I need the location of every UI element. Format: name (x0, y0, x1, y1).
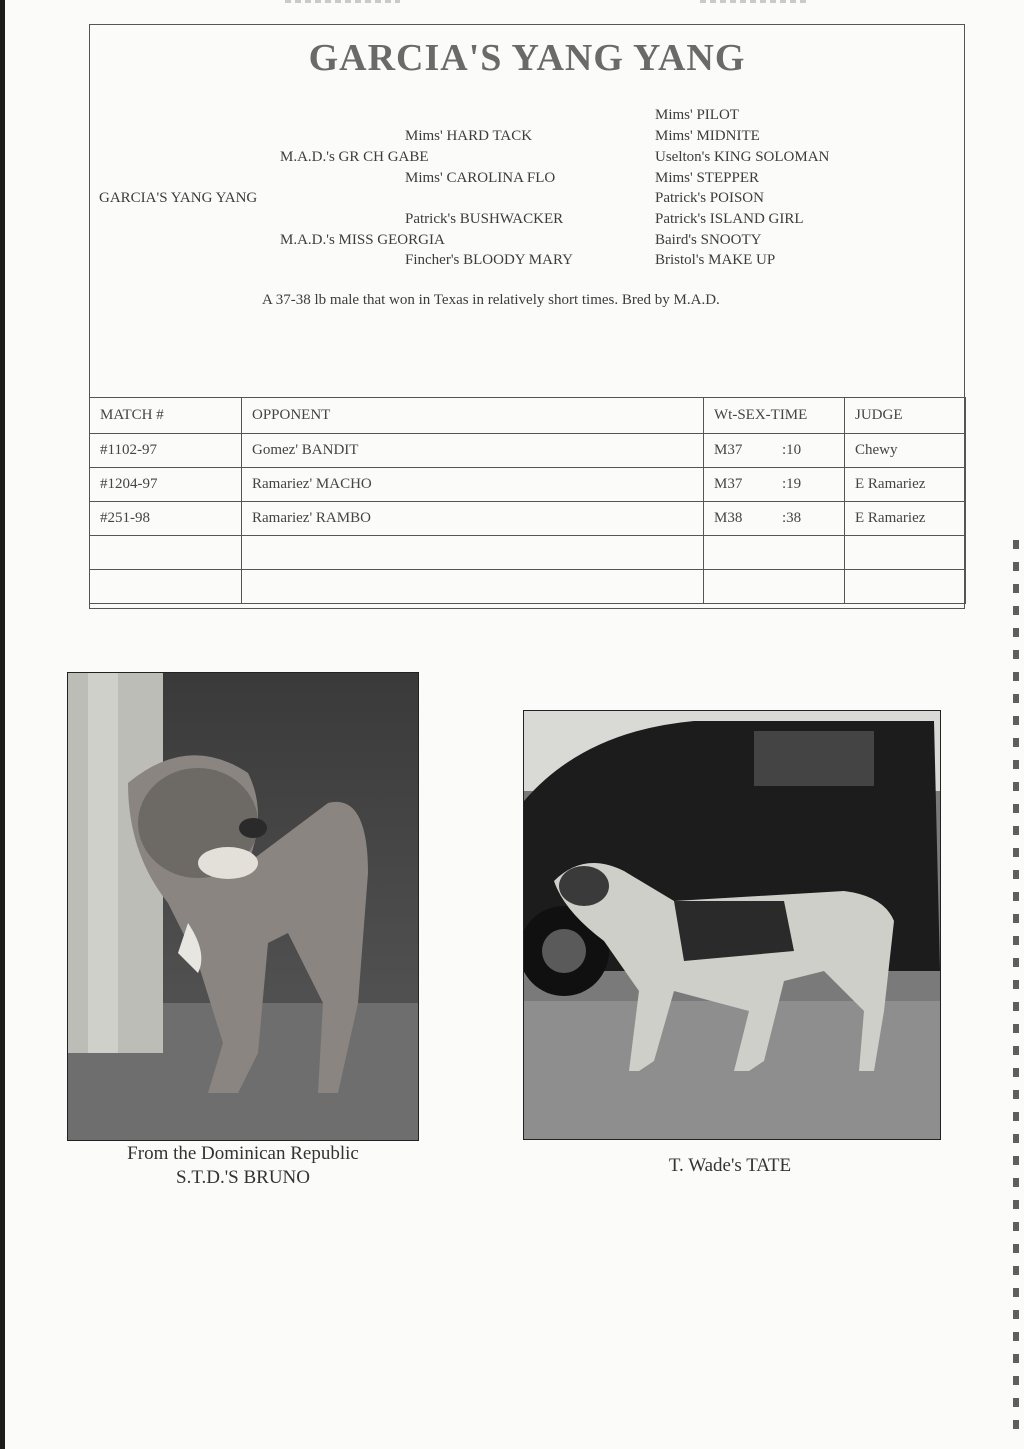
photo-tate (523, 710, 941, 1140)
opponent: Ramariez' RAMBO (242, 502, 704, 536)
great-grandparent: Bristol's MAKE UP (655, 252, 776, 268)
wt-sex-time (704, 502, 845, 536)
header-match: MATCH # (90, 398, 242, 434)
description: A 37-38 lb male that won in Texas in relatively short times. Bred by M.A.D. (262, 292, 720, 308)
photo-bruno (67, 672, 419, 1141)
great-grandparent: Mims' STEPPER (655, 170, 759, 186)
great-grandparent: Mims' PILOT (655, 107, 739, 123)
caption-tate: T. Wade's TATE (668, 1155, 792, 1176)
header-judge: JUDGE (845, 398, 966, 434)
caption-line: From the Dominican Republic (127, 1143, 359, 1164)
scan-artifact (700, 0, 810, 3)
great-grandparent: Uselton's KING SOLOMAN (655, 149, 830, 165)
match-number: #1204-97 (90, 468, 242, 502)
judge: E Ramariez (845, 468, 966, 502)
great-grandparent: Patrick's ISLAND GIRL (655, 211, 804, 227)
header-opponent: OPPONENT (242, 398, 704, 434)
opponent: Gomez' BANDIT (242, 434, 704, 468)
dam-dam: Fincher's BLOODY MARY (405, 252, 573, 268)
scan-artifact (285, 0, 400, 3)
page-title: GARCIA'S YANG YANG (308, 37, 746, 79)
dam: M.A.D.'s MISS GEORGIA (280, 232, 445, 248)
time: :19 (782, 476, 802, 492)
great-grandparent: Mims' MIDNITE (655, 128, 760, 144)
great-grandparent: Baird's SNOOTY (655, 232, 762, 248)
match-table-wrap (89, 397, 965, 604)
great-grandparent: Patrick's POISON (655, 190, 764, 206)
sire: M.A.D.'s GR CH GABE (280, 149, 429, 165)
match-table (89, 397, 966, 604)
subject-name: GARCIA'S YANG YANG (99, 190, 258, 206)
table-row (90, 434, 966, 468)
weight-sex: M37 (714, 442, 743, 458)
wt-sex-time (704, 434, 845, 468)
weight-sex: M38 (714, 510, 743, 526)
judge: Chewy (845, 434, 966, 468)
table-header-row (90, 398, 966, 434)
page-edge (0, 0, 5, 1449)
wt-sex-time (704, 468, 845, 502)
opponent: Ramariez' MACHO (242, 468, 704, 502)
table-row-empty (90, 570, 966, 604)
sire-dam: Mims' CAROLINA FLO (405, 170, 556, 186)
table-row (90, 468, 966, 502)
judge: E Ramariez (845, 502, 966, 536)
weight-sex: M37 (714, 476, 743, 492)
binding-holes (1013, 540, 1019, 1440)
caption-line: S.T.D.'S BRUNO (176, 1167, 310, 1188)
caption-bruno (118, 1142, 368, 1190)
table-row (90, 502, 966, 536)
sire-sire: Mims' HARD TACK (405, 128, 533, 144)
time: :38 (782, 510, 802, 526)
dam-sire: Patrick's BUSHWACKER (405, 211, 564, 227)
match-number: #251-98 (90, 502, 242, 536)
time: :10 (782, 442, 802, 458)
match-number: #1102-97 (90, 434, 242, 468)
table-row-empty (90, 536, 966, 570)
header-wt-sex-time: Wt-SEX-TIME (704, 398, 845, 434)
